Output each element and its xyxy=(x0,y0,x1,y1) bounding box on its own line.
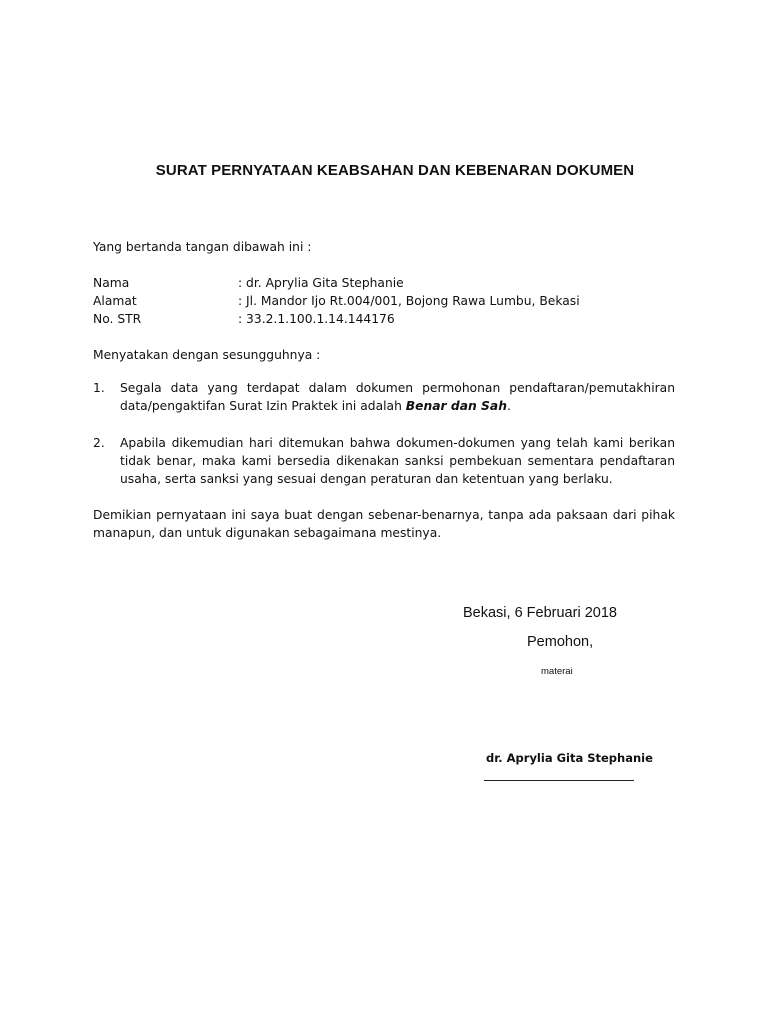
field-value-alamat: : Jl. Mandor Ijo Rt.004/001, Bojong Rawa Lumbu, Bekasi xyxy=(238,294,580,308)
item-number-2: 2. xyxy=(93,436,105,450)
declaration-item-2 xyxy=(93,434,675,488)
identity-fields xyxy=(93,274,693,328)
field-value-nama: : dr. Aprylia Gita Stephanie xyxy=(238,276,404,290)
declaration-intro: Menyatakan dengan sesungguhnya : xyxy=(93,348,321,362)
place-date: Bekasi, 6 Februari 2018 xyxy=(463,605,617,621)
intro-text: Yang bertanda tangan dibawah ini : xyxy=(93,240,312,254)
item-text-2: Apabila dikemudian hari ditemukan bahwa dokumen-dokumen yang telah kami berikan tidak benar, maka kami bersedia dikenakan sanksi pembekuan sementara pendaftaran usaha, serta sanksi yang sesuai dengan peraturan dan ketentuan yang berlaku. xyxy=(120,436,675,486)
field-row-str xyxy=(93,310,693,328)
item-number-1: 1. xyxy=(93,381,105,395)
item-text-1-after: . xyxy=(506,399,511,413)
field-row-nama xyxy=(93,274,693,292)
item-text-1-before: Segala data yang terdapat dalam dokumen permohonan pendaftaran/pemutakhiran data/pengaktifan Surat Izin Praktek ini adalah xyxy=(120,381,675,413)
declaration-item-1 xyxy=(93,379,675,415)
field-value-str: : 33.2.1.100.1.14.144176 xyxy=(238,312,395,326)
applicant-role: Pemohon, xyxy=(527,634,594,650)
signer-name: dr. Aprylia Gita Stephanie xyxy=(486,751,653,765)
item-text-1 xyxy=(120,379,675,415)
document-title: SURAT PERNYATAAN KEABSAHAN DAN KEBENARAN DOKUMEN xyxy=(155,162,635,179)
signature-line xyxy=(484,780,634,781)
stamp-note: materai xyxy=(541,666,573,677)
field-label-nama: Nama xyxy=(93,276,130,290)
field-row-alamat xyxy=(93,292,693,310)
item-text-1-emphasis: Benar dan Sah xyxy=(405,399,507,413)
closing-paragraph: Demikian pernyataan ini saya buat dengan sebenar-benarnya, tanpa ada paksaan dari pihak manapun, dan untuk digunakan sebagaimana mestinya. xyxy=(93,508,675,540)
field-label-alamat: Alamat xyxy=(93,294,137,308)
field-label-str: No. STR xyxy=(93,312,142,326)
